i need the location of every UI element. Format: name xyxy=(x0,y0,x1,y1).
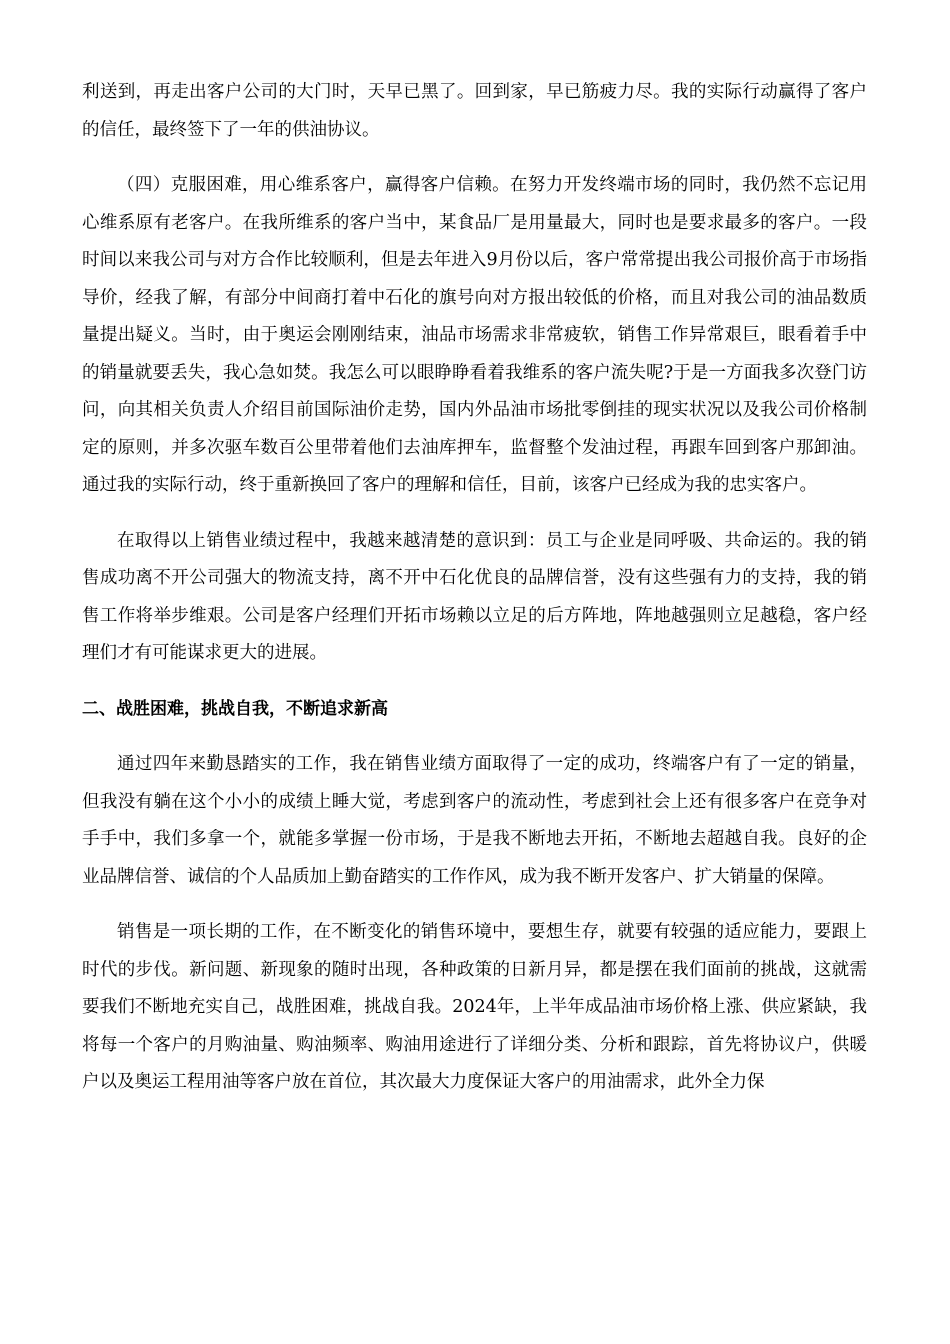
document-page xyxy=(82,74,867,1120)
paragraph-client-maintenance: （四）克服困难，用心维系客户，赢得客户信赖。在努力开发终端市场的同时，我仍然不忘记用心维系原有老客户。在我所维系的客户当中，某食品厂是用量最大，同时也是要求最多的客户。一段时间以来我公司与对方合作比较顺利，但是去年进入9月份以后，客户常常提出我公司报价高于市场指导价，经我了解，有部分中间商打着中石化的旗号向对方报出较低的价格，而且对我公司的油品数质量提出疑义。当时，由于奥运会刚刚结束，油品市场需求非常疲软，销售工作异常艰巨，眼看着手中的销量就要丢失，我心急如焚。我怎么可以眼睁睁看着我维系的客户流失呢?于是一方面我多次登门访问，向其相关负责人介绍目前国际油价走势，国内外品油市场批零倒挂的现实状况以及我公司价格制定的原则，并多次驱车数百公里带着他们去油库押车，监督整个发油过程，再跟车回到客户那卸油。通过我的实际行动，终于重新换回了客户的理解和信任，目前，该客户已经成为我的忠实客户。 xyxy=(82,175,867,495)
section-heading: 二、战胜困难，挑战自我，不断追求新高 xyxy=(82,698,388,719)
paragraph-long-term-sales: 销售是一项长期的工作，在不断变化的销售环境中，要想生存，就要有较强的适应能力，要跟上时代的步伐。新问题、新现象的随时出现，各种政策的日新月异，都是摆在我们面前的挑战，这就需要我们不断地充实自己，战胜困难，挑战自我。2024年，上半年成品油市场价格上涨、供应紧缺，我将每一个客户的月购油量、购油频率、购油用途进行了详细分类、分析和跟踪，首先将协议户，供暖户以及奥运工程用油等客户放在首位，其次最大力度保证大客户的用油需求，此外全力保 xyxy=(82,922,867,1092)
paragraph-continued: 利送到，再走出客户公司的大门时，天早已黑了。回到家，早已筋疲力尽。我的实际行动赢得了客户的信任，最终签下了一年的供油协议。 xyxy=(82,82,867,140)
paragraph-four-years-work: 通过四年来勤恳踏实的工作，我在销售业绩方面取得了一定的成功，终端客户有了一定的销量，但我没有躺在这个小小的成绩上睡大觉，考虑到客户的流动性，考虑到社会上还有很多客户在竞争对手手中，我们多拿一个，就能多掌握一份市场，于是我不断地去开拓，不断地去超越自我。良好的企业品牌信誉、诚信的个人品质加上勤奋踏实的工作作风，成为我不断开发客户、扩大销量的保障。 xyxy=(82,754,867,887)
paragraph-sales-reflection: 在取得以上销售业绩过程中，我越来越清楚的意识到：员工与企业是同呼吸、共命运的。我的销售成功离不开公司强大的物流支持，离不开中石化优良的品牌信誉，没有这些强有力的支持，我的销售工作将举步维艰。公司是客户经理们开拓市场赖以立足的后方阵地，阵地越强则立足越稳，客户经理们才有可能谋求更大的进展。 xyxy=(82,530,867,663)
